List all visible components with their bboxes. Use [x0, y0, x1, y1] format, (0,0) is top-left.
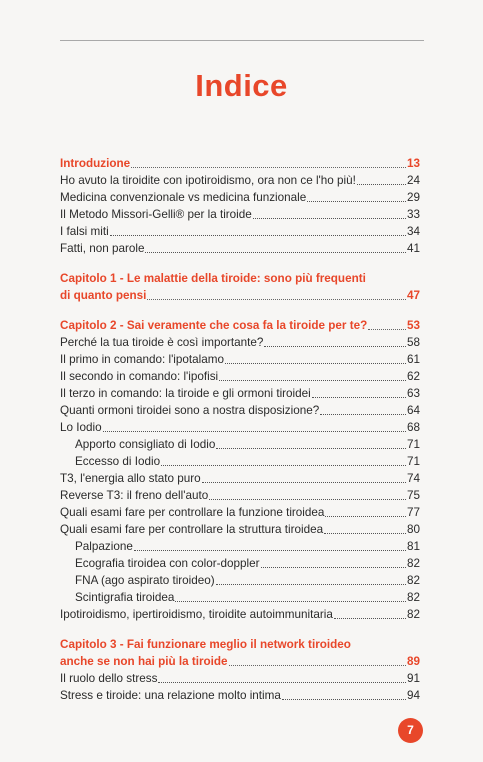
toc-entry-title: di quanto pensi — [60, 289, 147, 302]
toc-entry[interactable] — [60, 206, 420, 223]
dot-leader — [216, 584, 406, 585]
toc-section-chapter-3-entries — [60, 670, 420, 704]
dot-leader — [368, 329, 406, 330]
dot-leader — [134, 550, 406, 551]
toc-entry-page: 68 — [406, 421, 420, 434]
dot-leader — [219, 380, 406, 381]
toc-entry[interactable] — [60, 240, 420, 257]
toc-entry[interactable] — [60, 172, 420, 189]
toc-entry-title: I falsi miti — [60, 225, 109, 238]
toc-section-chapter-2 — [60, 317, 420, 623]
dot-leader — [307, 201, 406, 202]
toc-entry-title: Capitolo 1 - Le malattie della tiroide: sono più frequenti — [60, 272, 366, 285]
dot-leader — [282, 699, 406, 700]
toc-entry[interactable] — [60, 317, 420, 334]
toc-entry[interactable] — [60, 385, 420, 402]
dot-leader — [145, 252, 406, 253]
toc-entry-title: Introduzione — [60, 157, 131, 170]
toc-entry-page: 89 — [406, 655, 420, 668]
toc-entry[interactable] — [60, 368, 420, 385]
toc-entry-page: 74 — [406, 472, 420, 485]
toc-entry-title: Quanti ormoni tiroidei sono a nostra disposizione? — [60, 404, 320, 417]
toc-entry[interactable] — [60, 538, 420, 555]
toc-entry[interactable] — [60, 521, 420, 538]
toc-entry[interactable] — [60, 223, 420, 240]
toc-entry-page: 41 — [406, 242, 420, 255]
dot-leader — [253, 218, 406, 219]
toc-entry-title: Ecografia tiroidea con color-doppler — [75, 557, 260, 570]
toc-entry-page: 64 — [406, 404, 420, 417]
toc-entry[interactable] — [60, 155, 420, 172]
toc-entry[interactable] — [60, 470, 420, 487]
toc-entry-title: Medicina convenzionale vs medicina funzionale — [60, 191, 307, 204]
dot-leader — [264, 346, 406, 347]
toc-entry-title: Il secondo in comando: l'ipofisi — [60, 370, 219, 383]
toc-entry-title: Il terzo in comando: la tiroide e gli ormoni tiroidei — [60, 387, 311, 400]
toc-entry[interactable] — [60, 189, 420, 206]
toc-entry[interactable] — [60, 334, 420, 351]
toc-entry-title: Apporto consigliato di Iodio — [75, 438, 216, 451]
toc-entry-page: 82 — [406, 608, 420, 621]
toc-entry-page: 13 — [406, 157, 420, 170]
toc-entry-page: 77 — [406, 506, 420, 519]
toc-entry-page: 82 — [406, 557, 420, 570]
page-number-badge: 7 — [398, 718, 423, 743]
dot-leader — [110, 235, 406, 236]
toc-entry[interactable] — [60, 351, 420, 368]
toc-entry[interactable] — [60, 487, 420, 504]
dot-leader — [209, 499, 406, 500]
toc-entry-title: Ipotiroidismo, ipertiroidismo, tiroidite autoimmunitaria — [60, 608, 333, 621]
dot-leader — [202, 482, 406, 483]
toc-entry-page: 71 — [406, 455, 420, 468]
toc-entry-title: Perché la tua tiroide è così importante? — [60, 336, 264, 349]
toc-entry-title: Il ruolo dello stress — [60, 672, 158, 685]
toc-entry-title: Fatti, non parole — [60, 242, 145, 255]
toc-entry-page: 34 — [406, 225, 420, 238]
toc-entry-title: Reverse T3: il freno dell'auto — [60, 489, 209, 502]
toc-entry-title: Il Metodo Missori-Gelli® per la tiroide — [60, 208, 252, 221]
toc-entry[interactable] — [60, 572, 420, 589]
toc-entry[interactable] — [60, 687, 420, 704]
toc-entry-page: 33 — [406, 208, 420, 221]
toc-entry[interactable] — [60, 555, 420, 572]
toc-entry-title: T3, l'energia allo stato puro — [60, 472, 201, 485]
toc-entry-title: Palpazione — [75, 540, 133, 553]
page-title: Indice — [195, 68, 288, 103]
toc-entry-page: 47 — [406, 289, 420, 302]
toc-entry[interactable] — [60, 606, 420, 623]
toc-entry[interactable] — [60, 453, 420, 470]
toc-entry-page: 63 — [406, 387, 420, 400]
toc-entry[interactable] — [60, 504, 420, 521]
toc-entry[interactable] — [60, 402, 420, 419]
toc-chapter-1[interactable] — [60, 270, 420, 304]
toc-entry-page: 58 — [406, 336, 420, 349]
dot-leader — [175, 601, 406, 602]
toc-entry-page: 71 — [406, 438, 420, 451]
toc-entry-page: 24 — [406, 174, 420, 187]
toc-entry[interactable] — [60, 419, 420, 436]
toc-entry-title: Quali esami fare per controllare la funzione tiroidea — [60, 506, 325, 519]
dot-leader — [320, 414, 406, 415]
dot-leader — [261, 567, 406, 568]
toc-entry-page: 80 — [406, 523, 420, 536]
toc-entry-page: 94 — [406, 689, 420, 702]
toc-chapter-3[interactable] — [60, 636, 420, 670]
toc-section-intro — [60, 155, 420, 257]
toc-entry-title: Stress e tiroide: una relazione molto intima — [60, 689, 281, 702]
table-of-contents — [60, 155, 420, 704]
toc-entry[interactable] — [60, 436, 420, 453]
dot-leader — [216, 448, 406, 449]
toc-entry-page: 91 — [406, 672, 420, 685]
dot-leader — [158, 682, 406, 683]
toc-entry-title: Ho avuto la tiroidite con ipotiroidismo, ora non ce l'ho più! — [60, 174, 356, 187]
toc-entry-title: Lo Iodio — [60, 421, 102, 434]
toc-entry-title: Capitolo 3 - Fai funzionare meglio il network tiroideo — [60, 638, 351, 651]
toc-entry-title: Capitolo 2 - Sai veramente che cosa fa la tiroide per te? — [60, 319, 368, 332]
toc-entry-page: 53 — [406, 319, 420, 332]
dot-leader — [131, 167, 406, 168]
dot-leader — [325, 516, 406, 517]
toc-entry-title: Scintigrafia tiroidea — [75, 591, 175, 604]
toc-entry — [60, 653, 420, 670]
dot-leader — [161, 465, 406, 466]
dot-leader — [324, 533, 406, 534]
toc-entry-title: FNA (ago aspirato tiroideo) — [75, 574, 215, 587]
dot-leader — [147, 299, 406, 300]
toc-entry-page: 82 — [406, 591, 420, 604]
dot-leader — [103, 431, 406, 432]
toc-entry-page: 61 — [406, 353, 420, 366]
toc-entry-page: 82 — [406, 574, 420, 587]
dot-leader — [312, 397, 406, 398]
top-rule — [60, 40, 424, 41]
toc-entry — [60, 287, 420, 304]
toc-entry[interactable] — [60, 670, 420, 687]
dot-leader — [225, 363, 406, 364]
dot-leader — [334, 618, 406, 619]
toc-entry-title: Il primo in comando: l'ipotalamo — [60, 353, 224, 366]
dot-leader — [357, 184, 406, 185]
dot-leader — [229, 665, 406, 666]
toc-entry-page: 62 — [406, 370, 420, 383]
toc-entry-title: Quali esami fare per controllare la struttura tiroidea — [60, 523, 324, 536]
toc-entry-page: 75 — [406, 489, 420, 502]
toc-entry-title: Eccesso di Iodio — [75, 455, 161, 468]
toc-entry-page: 81 — [406, 540, 420, 553]
toc-entry[interactable] — [60, 589, 420, 606]
toc-entry-title: anche se non hai più la tiroide — [60, 655, 228, 668]
toc-entry-page: 29 — [406, 191, 420, 204]
